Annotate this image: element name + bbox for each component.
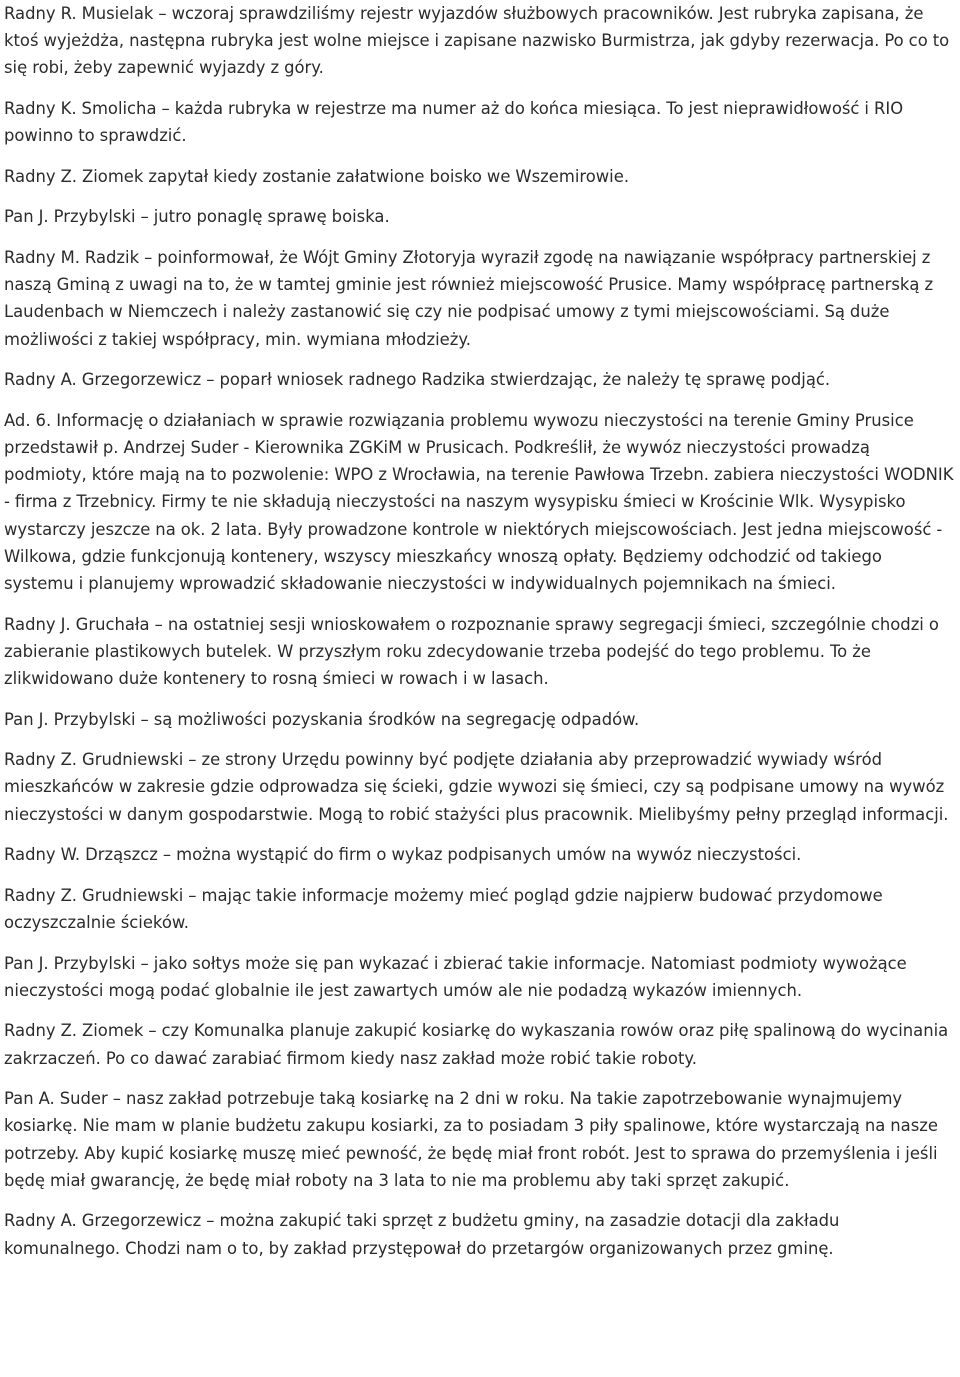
paragraph-grudniewski-survey: Radny Z. Grudniewski – ze strony Urzędu powinny być podjęte działania aby przeprowadzić wywiady wśród mieszkańców w zakresie gdzie odprowadza się ścieki, gdzie wywozi się śmieci, czy są podpisane umowy na wywóz nieczystości w danym gospodarstwie. Mogą to robić stażyści plus pracownik. Mielibyśmy pełny przegląd informacji. <box>4 750 949 824</box>
paragraph-przybylski-field: Pan J. Przybylski – jutro ponaglę sprawę boiska. <box>4 207 390 227</box>
paragraph-grzegorzewicz-equipment: Radny A. Grzegorzewicz – można zakupić taki sprzęt z budżetu gminy, na zasadzie dotacji dla zakładu komunalnego. Chodzi nam o to, by zakład przystępował do przetargów organizowanych przez gminę. <box>4 1211 840 1258</box>
paragraph-gruchala-segregation: Radny J. Gruchała – na ostatniej sesji wnioskowałem o rozpoznanie sprawy segregacji śmieci, szczególnie chodzi o zabieranie plastikowych butelek. W przyszłym roku zdecydowanie trzeba podejść do tego problemu. To że zlikwidowano duże kontenery to rosną śmieci w rowach i w lasach. <box>4 614 939 688</box>
document-page <box>4 0 956 1275</box>
paragraph-radzik-partnership: Radny M. Radzik – poinformował, że Wójt Gminy Złotoryja wyraził zgodę na nawiązanie współpracy partnerskiej z naszą Gminą z uwagi na to, że w tamtej gminie jest również miejscowość Prusice. Mamy współpracę partnerską z Laudenbach w Niemczech i należy zastanowić się czy nie podpisać umowy z tymi miejscowościami. Są duże możliwości z takiej współpracy, min. wymiana młodzieży. <box>4 247 934 349</box>
paragraph-grudniewski-treatment: Radny Z. Grudniewski – mając takie informacje możemy mieć pogląd gdzie najpierw budować przydomowe oczyszczalnie ścieków. <box>4 885 883 932</box>
paragraph-przybylski-soltys: Pan J. Przybylski – jako sołtys może się pan wykazać i zbierać takie informacje. Natomiast podmioty wywożące nieczystości mogą podać globalnie ile jest zawartych umów ale nie podadzą wykazów imiennych. <box>4 953 907 1000</box>
paragraph-ziomek-field: Radny Z. Ziomek zapytał kiedy zostanie załatwione boisko we Wszemirowie. <box>4 166 630 186</box>
paragraph-przybylski-funds: Pan J. Przybylski – są możliwości pozyskania środków na segregację odpadów. <box>4 709 640 729</box>
paragraph-musielak-register: Radny R. Musielak – wczoraj sprawdziliśmy rejestr wyjazdów służbowych pracowników. Jest rubryka zapisana, że ktoś wyjeżdża, następna rubryka jest wolne miejsce i zapisane nazwisko Burmistrza, jak gdyby rezerwacja. Po co to się robi, żeby zapewnić wyjazdy z góry. <box>4 4 950 78</box>
paragraph-suder-mower: Pan A. Suder – nasz zakład potrzebuje taką kosiarkę na 2 dni w roku. Na takie zapotrzebowanie wynajmujemy kosiarkę. Nie mam w planie budżetu zakupu kosiarki, za to posiadam 3 piły spalinowe, które wystarczają na nasze potrzeby. Aby kupić kosiarkę muszę mieć pewność, że będę miał front robót. Jest to sprawa do przemyślenia i jeśli będę miał gwarancję, że będę miał roboty na 3 lata to nie ma problemu aby taki sprzęt zakupić. <box>4 1089 938 1190</box>
paragraph-smolicha-register: Radny K. Smolicha – każda rubryka w rejestrze ma numer aż do końca miesiąca. To jest nieprawidłowość i RIO powinno to sprawdzić. <box>4 99 904 146</box>
paragraph-drzaszcz-contracts: Radny W. Drząszcz – można wystąpić do firm o wykaz podpisanych umów na wywóz nieczystości. <box>4 845 802 865</box>
paragraph-grzegorzewicz-support: Radny A. Grzegorzewicz – poparł wniosek radnego Radzika stwierdzając, że należy tę sprawę podjąć. <box>4 370 831 390</box>
paragraph-item-6-waste: Ad. 6. Informację o działaniach w sprawie rozwiązania problemu wywozu nieczystości na terenie Gminy Prusice przedstawił p. Andrzej Suder - Kierownika ZGKiM w Prusicach. Podkreślił, że wywóz nieczystości prowadzą podmioty, które mają na to pozwolenie: WPO z Wrocławia, na terenie Pawłowa Trzebn. zabiera nieczystości WODNIK - firma z Trzebnicy. Firmy te nie składują nieczystości na naszym wysypisku śmieci w Krościnie Wlk. Wysypisko wystarczy jeszcze na ok. 2 lata. Były prowadzone kontrole w niektórych miejscowościach. Jest jedna miejscowość - Wilkowa, gdzie funkcjonują kontenery, wszyscy mieszkańcy wnoszą opłaty. Będziemy odchodzić od takiego systemu i planujemy wprowadzić składowanie nieczystości w indywidualnych pojemnikach na śmieci. <box>4 410 954 593</box>
paragraph-ziomek-mower: Radny Z. Ziomek – czy Komunalka planuje zakupić kosiarkę do wykaszania rowów oraz piłę spalinową do wycinania zakrzaczeń. Po co dawać zarabiać firmom kiedy nasz zakład może robić takie roboty. <box>4 1021 949 1068</box>
